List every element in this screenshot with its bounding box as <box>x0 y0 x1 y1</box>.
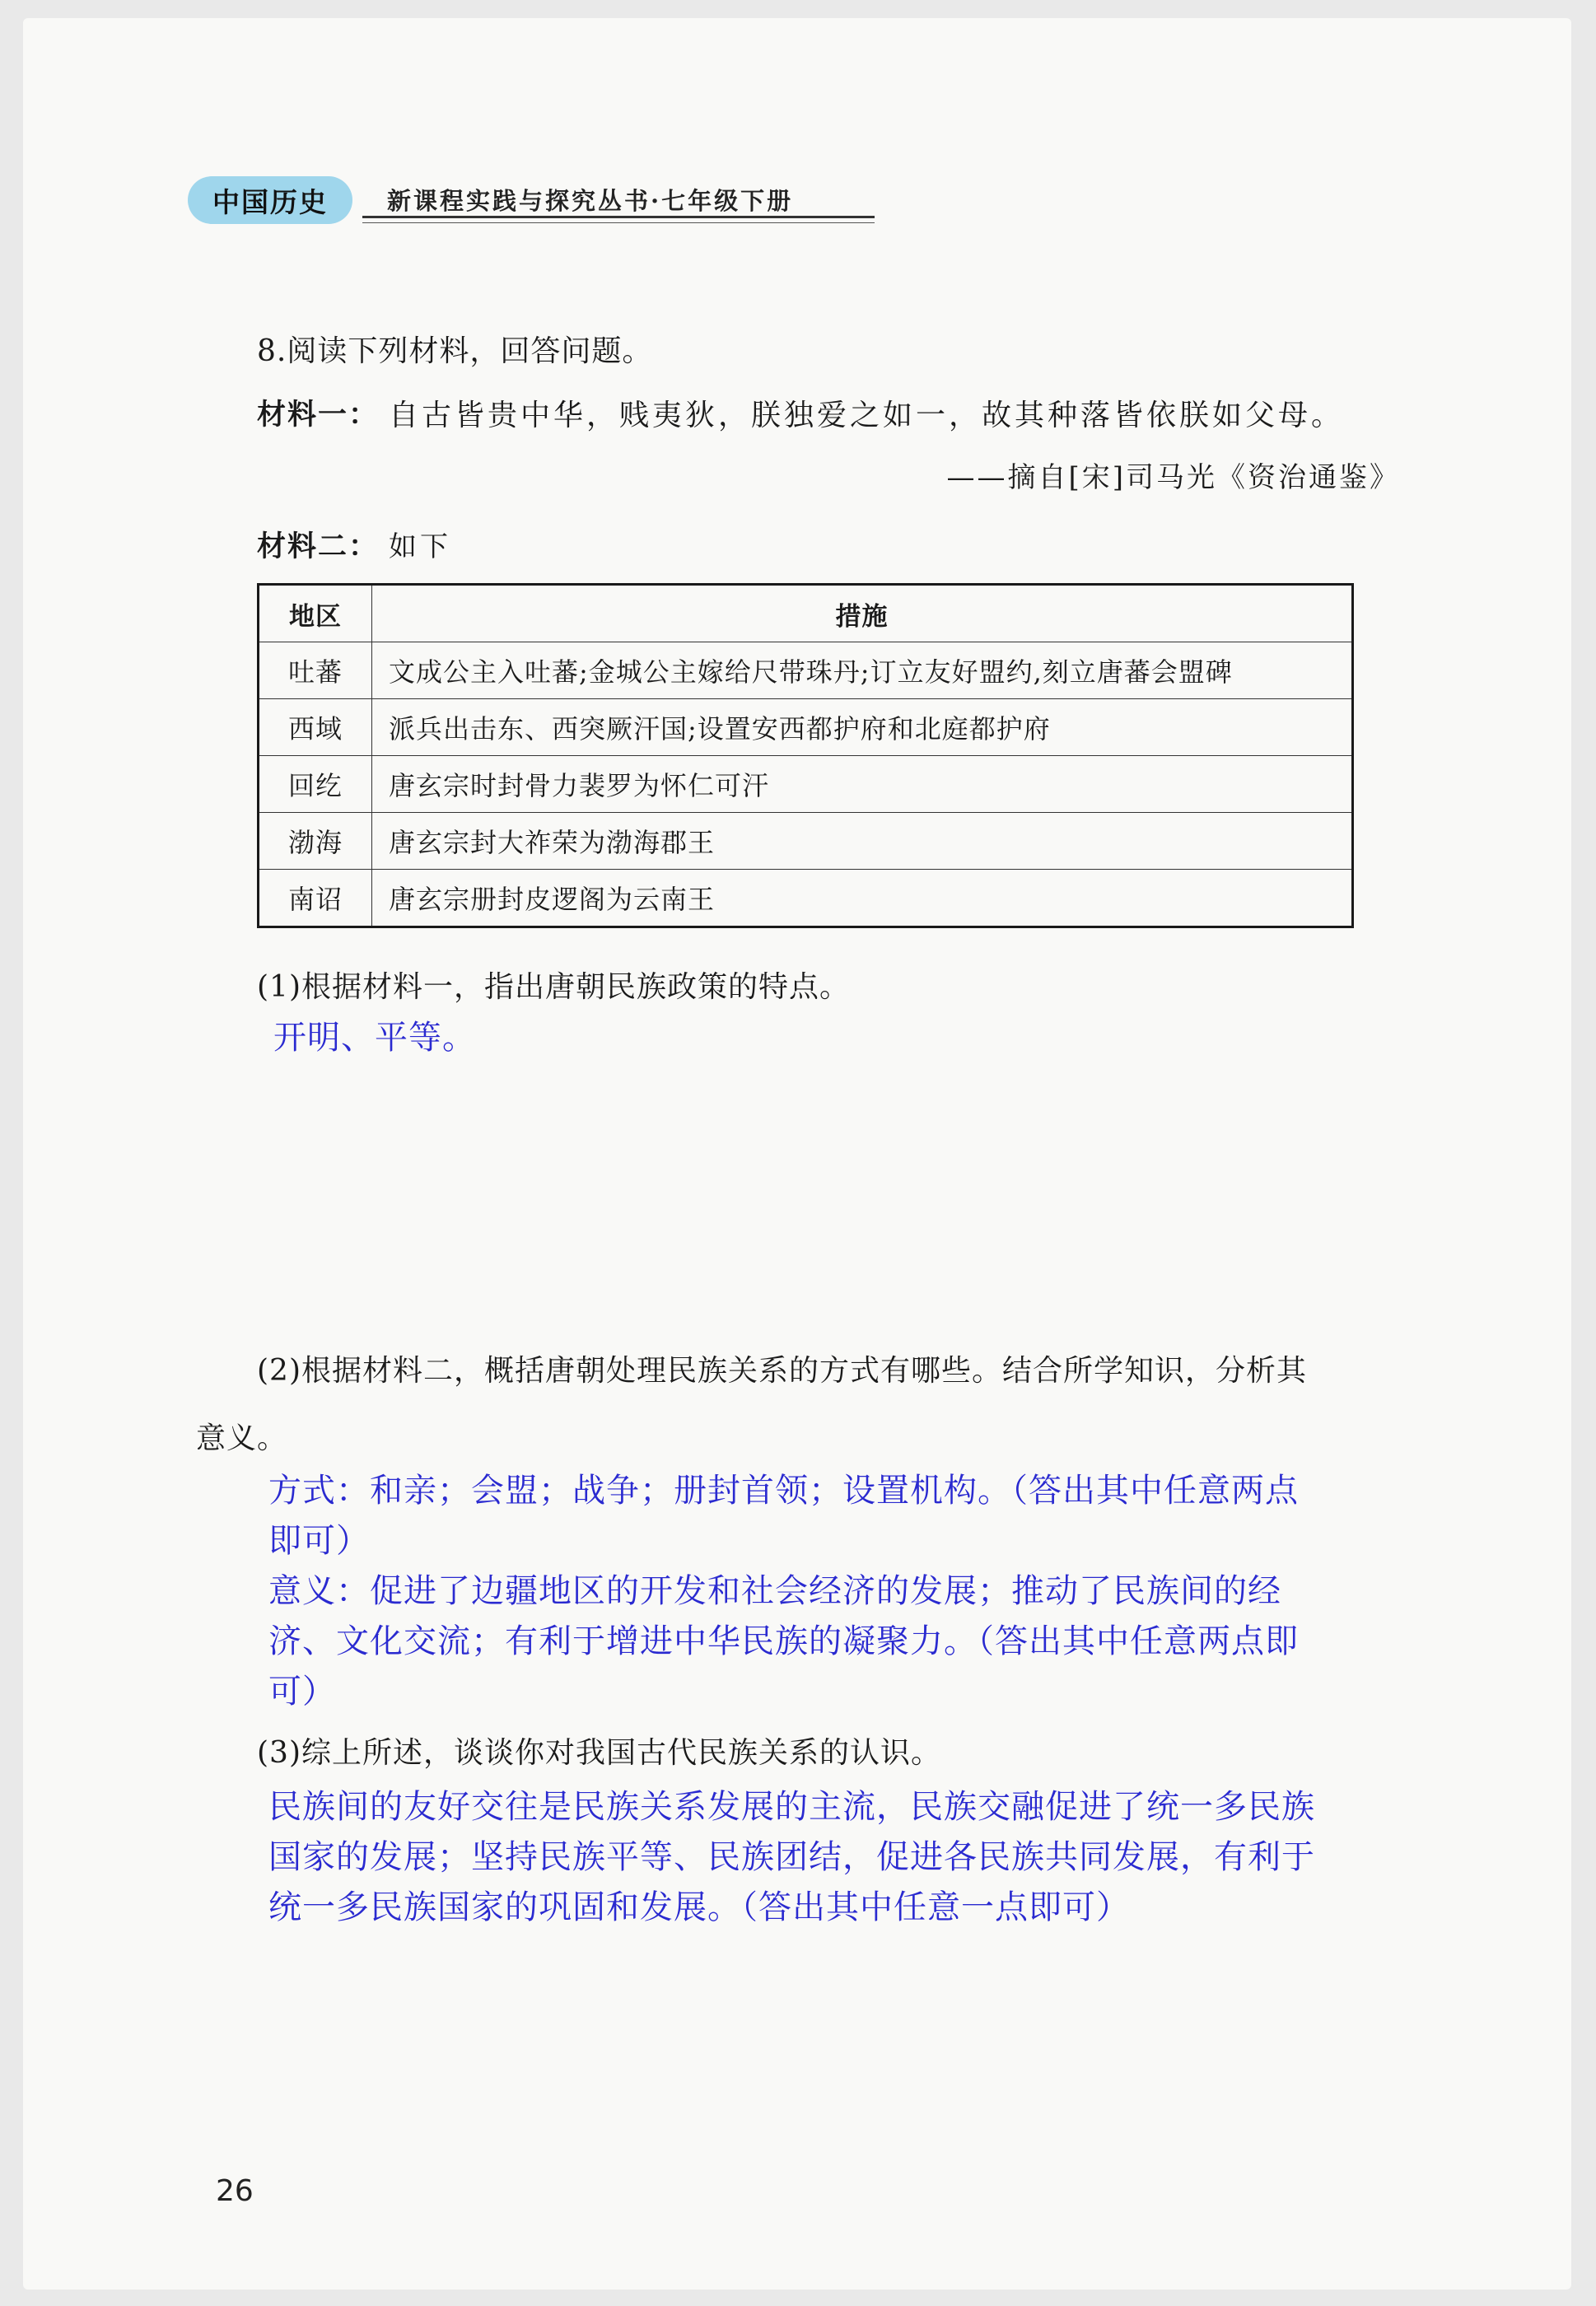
measure-cell: 文成公主入吐蕃;金城公主嫁给尺带珠丹;订立友好盟约,刻立唐蕃会盟碑 <box>372 642 1353 699</box>
question-title: 8.阅读下列材料，回答问题。 <box>257 334 653 368</box>
measure-cell: 派兵出击东、西突厥汗国;设置安西都护府和北庭都护府 <box>372 699 1353 756</box>
sub2-prompt-line1: (2)根据材料二，概括唐朝处理民族关系的方式有哪些。结合所学知识，分析其 <box>257 1354 1307 1388</box>
answer-line: 民族间的友好交往是民族关系发展的主流，民族交融促进了统一多民族 <box>268 1788 1315 1826</box>
material1-source: ——摘自[宋]司马光《资治通鉴》 <box>946 461 1400 494</box>
subject-badge: 中国历史 <box>188 176 352 224</box>
material2-label: 材料二： <box>257 530 380 563</box>
table-row <box>259 756 1353 813</box>
sub1-prompt: (1)根据材料一，指出唐朝民族政策的特点。 <box>257 970 850 1004</box>
measures-table <box>257 583 1354 928</box>
region-cell: 西域 <box>259 699 372 756</box>
sub2-answer <box>268 1466 1421 1717</box>
answer-line: 即可） <box>268 1522 370 1560</box>
measure-cell: 唐玄宗封大祚荣为渤海郡王 <box>372 813 1353 870</box>
answer-line: 统一多民族国家的巩固和发展。（答出其中任意一点即可） <box>268 1888 1130 1926</box>
answer-line: 方式：和亲；会盟；战争；册封首领；设置机构。（答出其中任意两点 <box>268 1472 1299 1510</box>
answer-line: 可） <box>268 1673 336 1711</box>
sub3-answer <box>268 1782 1421 1933</box>
material1-label: 材料一： <box>257 398 380 432</box>
answer-line: 国家的发展；坚持民族平等、民族团结，促进各民族共同发展，有利于 <box>268 1838 1315 1876</box>
sub3-prompt: (3)综上所述，谈谈你对我国古代民族关系的认识。 <box>257 1736 941 1770</box>
answer-line: 济、文化交流；有利于增进中华民族的凝聚力。（答出其中任意两点即 <box>268 1622 1299 1660</box>
header-region: 地区 <box>259 585 372 642</box>
sub2-prompt-line2: 意义。 <box>196 1421 288 1455</box>
page-number: 26 <box>216 2174 254 2208</box>
answer-line: 开明、平等。 <box>273 1019 476 1057</box>
header-rule <box>362 216 875 218</box>
header-measure: 措施 <box>372 585 1353 642</box>
series-title: 新课程实践与探究丛书·七年级下册 <box>387 187 794 215</box>
table-row <box>259 699 1353 756</box>
measure-cell: 唐玄宗册封皮逻阁为云南王 <box>372 870 1353 927</box>
measure-cell: 唐玄宗时封骨力裴罗为怀仁可汗 <box>372 756 1353 813</box>
sub1-answer <box>273 1013 1426 1063</box>
page-sheet <box>23 18 1571 2290</box>
material2-text: 如下 <box>389 530 451 563</box>
table-row <box>259 870 1353 927</box>
table-row <box>259 642 1353 699</box>
table-header-row <box>259 585 1353 642</box>
region-cell: 吐蕃 <box>259 642 372 699</box>
region-cell: 回纥 <box>259 756 372 813</box>
answer-line: 意义：促进了边疆地区的开发和社会经济的发展；推动了民族间的经 <box>268 1572 1281 1610</box>
region-cell: 南诏 <box>259 870 372 927</box>
header-rule-thin <box>362 222 875 223</box>
region-cell: 渤海 <box>259 813 372 870</box>
table-row <box>259 813 1353 870</box>
material1-text: 自古皆贵中华，贱夷狄，朕独爱之如一，故其种落皆依朕如父母。 <box>389 399 1345 432</box>
